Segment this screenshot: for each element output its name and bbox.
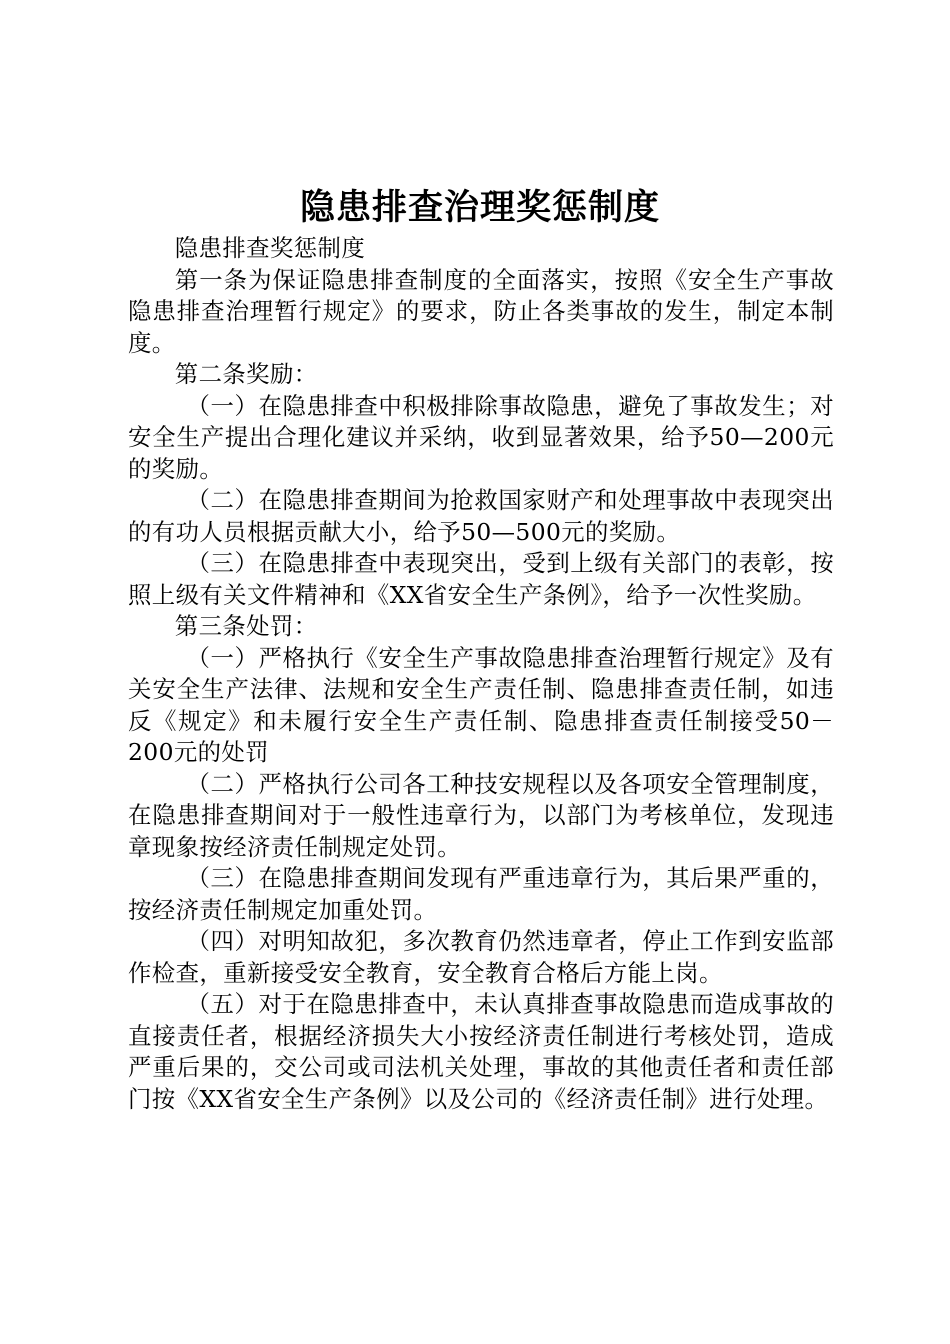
penalty-item-2: （二）严格执行公司各工种技安规程以及各项安全管理制度，在隐患排查期间对于一般性违章行为，以部门为考核单位，发现违章现象按经济责任制规定处罚。 — [128, 769, 834, 861]
document-title: 隐患排查治理奖惩制度 — [299, 188, 660, 228]
reward-item-3: （三）在隐患排查中表现突出，受到上级有关部门的表彰，按照上级有关文件精神和《XX省安全生产条例》，给予一次性奖励。 — [128, 549, 834, 609]
penalty-item-3: （三）在隐患排查期间发现有严重违章行为，其后果严重的，按经济责任制规定加重处罚。 — [128, 864, 834, 924]
section-heading: 隐患排查奖惩制度 — [174, 234, 366, 262]
article-1-paragraph: 第一条为保证隐患排查制度的全面落实，按照《安全生产事故隐患排查治理暂行规定》的要求，防止各类事故的发生，制定本制度。 — [128, 265, 834, 357]
document-body — [128, 233, 834, 1115]
penalty-item-4: （四）对明知故犯，多次教育仍然违章者，停止工作到安监部作检查，重新接受安全教育，安全教育合格后方能上岗。 — [128, 927, 834, 987]
penalty-item-5: （五）对于在隐患排查中，未认真排查事故隐患而造成事故的直接责任者，根据经济损失大小按经济责任制进行考核处罚，造成严重后果的，交公司或司法机关处理，事故的其他责任者和责任部门按《XX省安全生产条例》以及公司的《经济责任制》进行处理。 — [128, 990, 834, 1113]
reward-item-1: （一）在隐患排查中积极排除事故隐患，避免了事故发生；对安全生产提出合理化建议并采纳，收到显著效果，给予50—200元的奖励。 — [128, 391, 834, 483]
article-3-heading: 第三条处罚： — [174, 612, 318, 640]
reward-item-2: （二）在隐患排查期间为抢救国家财产和处理事故中表现突出的有功人员根据贡献大小，给予50—500元的奖励。 — [128, 486, 834, 546]
penalty-item-1: （一）严格执行《安全生产事故隐患排查治理暂行规定》及有关安全生产法律、法规和安全生产责任制、隐患排查责任制，如违反《规定》和未履行安全生产责任制、隐患排查责任制接受50－200元的处罚 — [128, 643, 834, 766]
article-2-heading: 第二条奖励： — [174, 360, 318, 388]
